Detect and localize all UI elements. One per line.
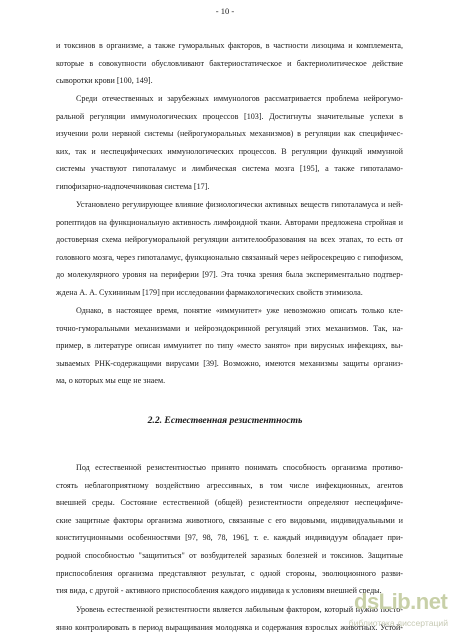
- watermark-caption: библиотека диссертаций: [348, 618, 448, 628]
- text-line: которые в совокупности обусловливают бактериостатическое и бактериолитическое действие: [56, 58, 403, 68]
- site-watermark: [342, 589, 448, 635]
- text-line: ские защитные факторы организма животного, связанные с его видовыми, индивидуальными и: [56, 515, 403, 525]
- text-line: конституционными особенностями [97, 98, 78, 196], т. е. каждый индивидуум обладает при-: [56, 533, 403, 543]
- text-line: зываемых РНК-содержащими вирусами [39]. Возможно, имеются механизмы защиты организ-: [56, 358, 403, 368]
- text-line: пример, в литературе описан иммунитет по типу «место занято» при вирусных инфекциях, вы-: [56, 341, 403, 351]
- text-line: головного мозга, через гипоталамус, функционально связанный через нейросекрецию с гипофизом,: [56, 252, 403, 262]
- paragraph-5: [56, 459, 403, 600]
- text-line: стоять неблагоприятному воздействию агрессивных, в том числе инфекционных, агентов: [56, 480, 403, 490]
- paragraph-4: [56, 302, 403, 390]
- text-line: гипофизарно-надпочечниковая система [17].: [56, 181, 210, 191]
- text-line: Однако, в настоящее время, понятие «иммунитет» уже невозможно описать только кле-: [76, 306, 403, 315]
- text-line: ма, о которых мы еще не знаем.: [56, 376, 166, 386]
- text-line: и токсинов в организме, а также гуморальных факторов, в частности лизоцима и комплемента,: [56, 41, 403, 50]
- text-line: ропептидов на функциональную активность лимфоидной ткани. Авторами предложена стройная и: [56, 217, 403, 227]
- watermark-logo: dsLib.net: [354, 589, 448, 614]
- page-number: - 10 -: [215, 6, 235, 16]
- text-line: достоверная схема нейрогуморальной регуляции антителообразования на всех этапах, то есть от: [56, 235, 403, 245]
- text-line: системы участвуют гипоталамус и лимбическая система мозга [195], а также гипоталамо-: [56, 164, 403, 174]
- text-line: приспособления организма представляют результат, с одной стороны, эволюционного разви-: [56, 568, 403, 578]
- paragraph-3: [56, 196, 403, 302]
- text-line: Уровень естественной резистентности является лабильным фактором, который нужно посто-: [76, 605, 403, 614]
- text-line: сыворотки крови [100, 149].: [56, 76, 153, 86]
- text-line: Под естественной резистентностью принято понимать способность организма противо-: [76, 463, 403, 472]
- text-line: до молекулярного уровня на периферии [97]. Эта точка зрения была экспериментально подтвер-: [56, 270, 403, 280]
- section-heading: 2.2. Естественная резистентность: [147, 415, 303, 426]
- text-line: внешней среды. Состояние естественной (общей) резистентности определяют неспецифиче-: [56, 498, 403, 508]
- text-line: Установлено регулирующее влияние физиологически активных веществ гипоталамуса и ней-: [76, 200, 403, 209]
- text-line: тия вида, с другой - активного приспособления каждого индивида к условиям внешней среды.: [56, 586, 382, 596]
- text-line: точно-гуморальными механизмами и нейроэндокринной регуляций этих механизмов. Так, на-: [56, 323, 403, 333]
- text-line: ральной регуляции иммунологических процессов [103]. Достигнуты значительные успехи в: [56, 111, 403, 121]
- text-line: Среди отечественных и зарубежных иммунологов рассматривается проблема нейрогумо-: [76, 94, 403, 103]
- text-line: ких, так и неспецифических иммунологических процессов. В регуляции функций иммунной: [56, 146, 403, 156]
- text-line: янно контролировать в период выращивания молодняка и содержания взрослых животных. Устой-: [56, 622, 403, 632]
- text-line: родной способностью "защититься" от возбудителей заразных болезней и токсинов. Защитные: [56, 550, 403, 560]
- text-line: ждена А. А. Сухининым [179] при исследовании фармакологических свойств этимизола.: [56, 287, 363, 297]
- paragraph-2: [56, 90, 403, 196]
- paragraph-1: [56, 37, 403, 90]
- text-line: изучении роли нервной системы (нейрогуморальных механизмов) в регуляции как специфичес-: [56, 129, 403, 139]
